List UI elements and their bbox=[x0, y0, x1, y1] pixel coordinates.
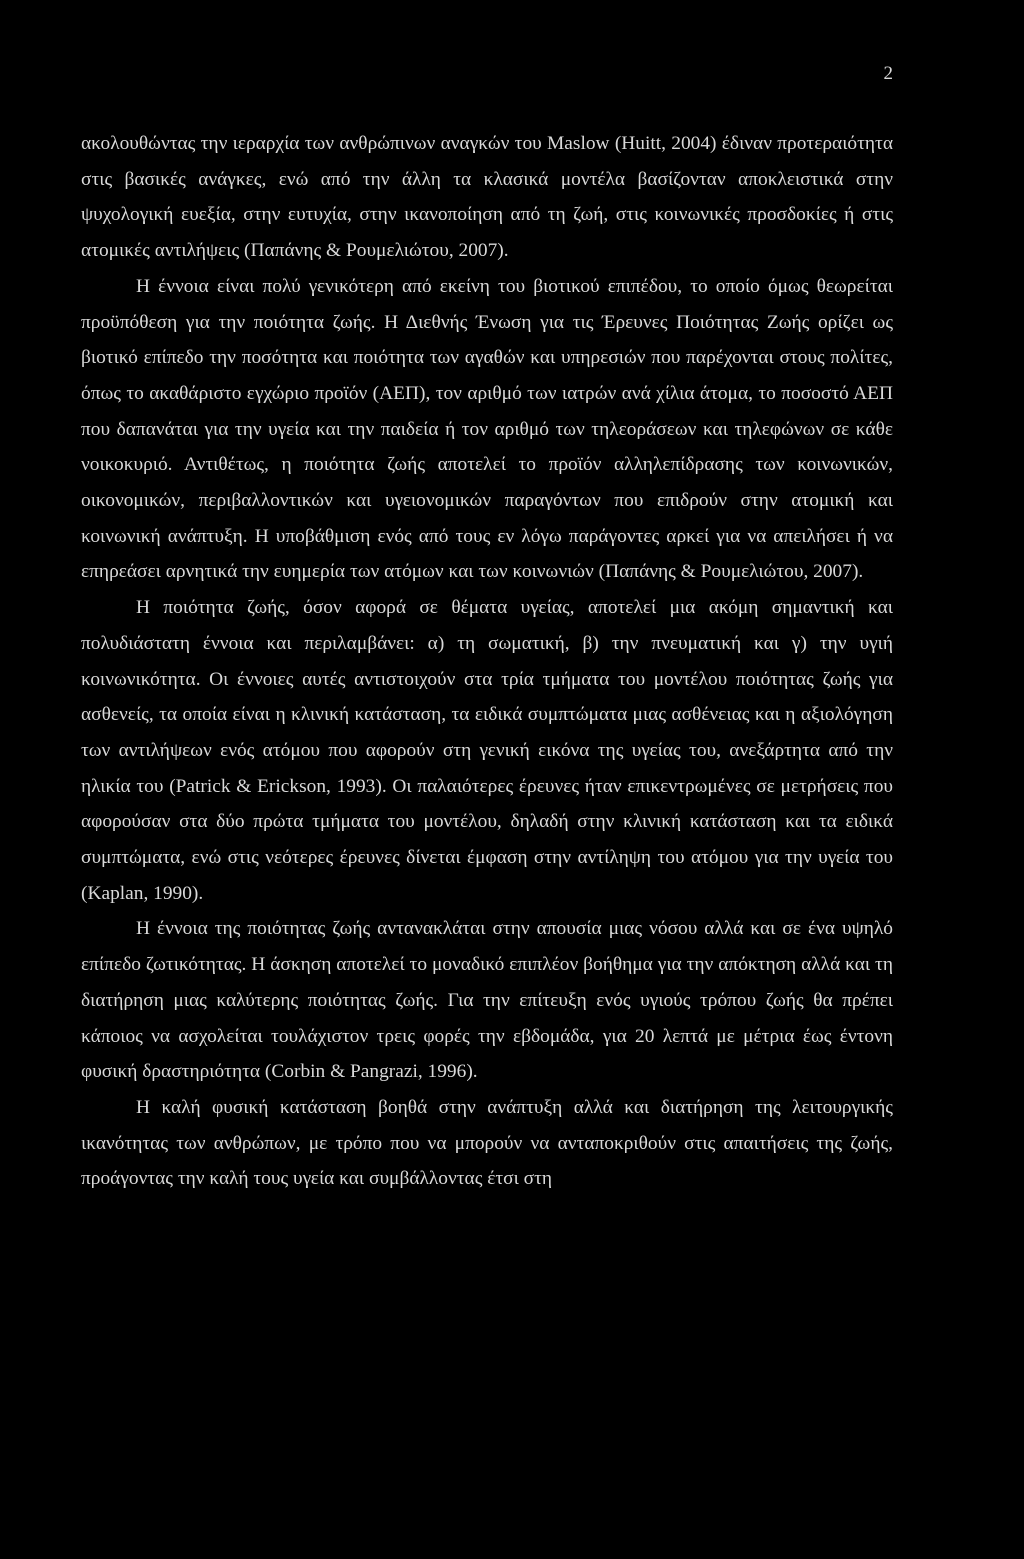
page-number: 2 bbox=[883, 63, 893, 84]
paragraph-4: Η έννοια της ποιότητας ζωής αντανακλάται στην απουσία μιας νόσου αλλά και σε ένα υψηλό επίπεδο ζωτικότητας. Η άσκηση αποτελεί το μοναδικό επιπλέον βοήθημα για την απόκτηση αλλά και τη διατήρηση μιας καλύτερης ποιότητας ζωής. Για την επίτευξη ενός υγιούς τρόπου ζωής θα πρέπει κάποιος να ασχολείται τουλάχιστον τρεις φορές την εβδομάδα, για 20 λεπτά με μέτρια έως έντονη φυσική δραστηριότητα (Corbin & Pangrazi, 1996). bbox=[81, 918, 893, 1083]
paragraph-5: Η καλή φυσική κατάσταση βοηθά στην ανάπτυξη αλλά και διατήρηση της λειτουργικής ικανότητας των ανθρώπων, με τρόπο που να μπορούν να ανταποκριθούν στις απαιτήσεις της ζωής, προάγοντας την καλή τους υγεία και συμβάλλοντας έτσι στη bbox=[81, 1096, 893, 1190]
document-body bbox=[81, 126, 893, 1197]
paragraph-3: Η ποιότητα ζωής, όσον αφορά σε θέματα υγείας, αποτελεί μια ακόμη σημαντική και πολυδιάστατη έννοια και περιλαμβάνει: α) τη σωματική, β) την πνευματική και γ) την υγιή κοινωνικότητα. Οι έννοιες αυτές αντιστοιχούν στα τρία τμήματα του μοντέλου ποιότητας ζωής για ασθενείς, τα οποία είναι η κλινική κατάσταση, τα ειδικά συμπτώματα μιας ασθένειας και η αξιολόγηση των αντιλήψεων ενός ατόμου που αφορούν στη γενική εικόνα της υγείας του, ανεξάρτητα από την ηλικία του (Patrick & Erickson, 1993). Οι παλαιότερες έρευνες ήταν επικεντρωμένες σε μετρήσεις που αφορούσαν στα δύο πρώτα τμήματα του μοντέλου, δηλαδή στην κλινική κατάσταση και τα ειδικά συμπτώματα, ενώ στις νεότερες έρευνες δίνεται έμφαση στην αντίληψη του ατόμου για την υγεία του (Kaplan, 1990). bbox=[81, 597, 893, 904]
paragraph-2: Η έννοια είναι πολύ γενικότερη από εκείνη του βιοτικού επιπέδου, το οποίο όμως θεωρείται προϋπόθεση για την ποιότητα ζωής. Η Διεθνής Ένωση για τις Έρευνες Ποιότητας Ζωής ορίζει ως βιοτικό επίπεδο την ποσότητα και ποιότητα των αγαθών και υπηρεσιών που παρέχονται στους πολίτες, όπως το ακαθάριστο εγχώριο προϊόν (ΑΕΠ), τον αριθμό των ιατρών ανά χίλια άτομα, το ποσοστό ΑΕΠ που δαπανάται για την υγεία και την παιδεία ή τον αριθμό των τηλεοράσεων και τηλεφώνων σε κάθε νοικοκυριό. Αντιθέτως, η ποιότητα ζωής αποτελεί το προϊόν αλληλεπίδρασης των κοινωνικών, οικονομικών, περιβαλλοντικών και υγειονομικών παραγόντων που επιδρούν στην ατομική και κοινωνική ανάπτυξη. Η υποβάθμιση ενός από τους εν λόγω παράγοντες αρκεί για να απειλήσει ή να επηρεάσει αρνητικά την ευημερία των ατόμων και των κοινωνιών (Παπάνης & Ρουμελιώτου, 2007). bbox=[81, 275, 893, 583]
paragraph-1-continuation: ακολουθώντας την ιεραρχία των ανθρώπινων αναγκών του Maslow (Huitt, 2004) έδιναν προτεραιότητα στις βασικές ανάγκες, ενώ από την άλλη τα κλασικά μοντέλα βασίζονταν αποκλειστικά στην ψυχολογική ευεξία, στην ευτυχία, στην ικανοποίηση από τη ζωή, στις κοινωνικές προσδοκίες ή στις ατομικές αντιλήψεις (Παπάνης & Ρουμελιώτου, 2007). bbox=[81, 133, 893, 262]
